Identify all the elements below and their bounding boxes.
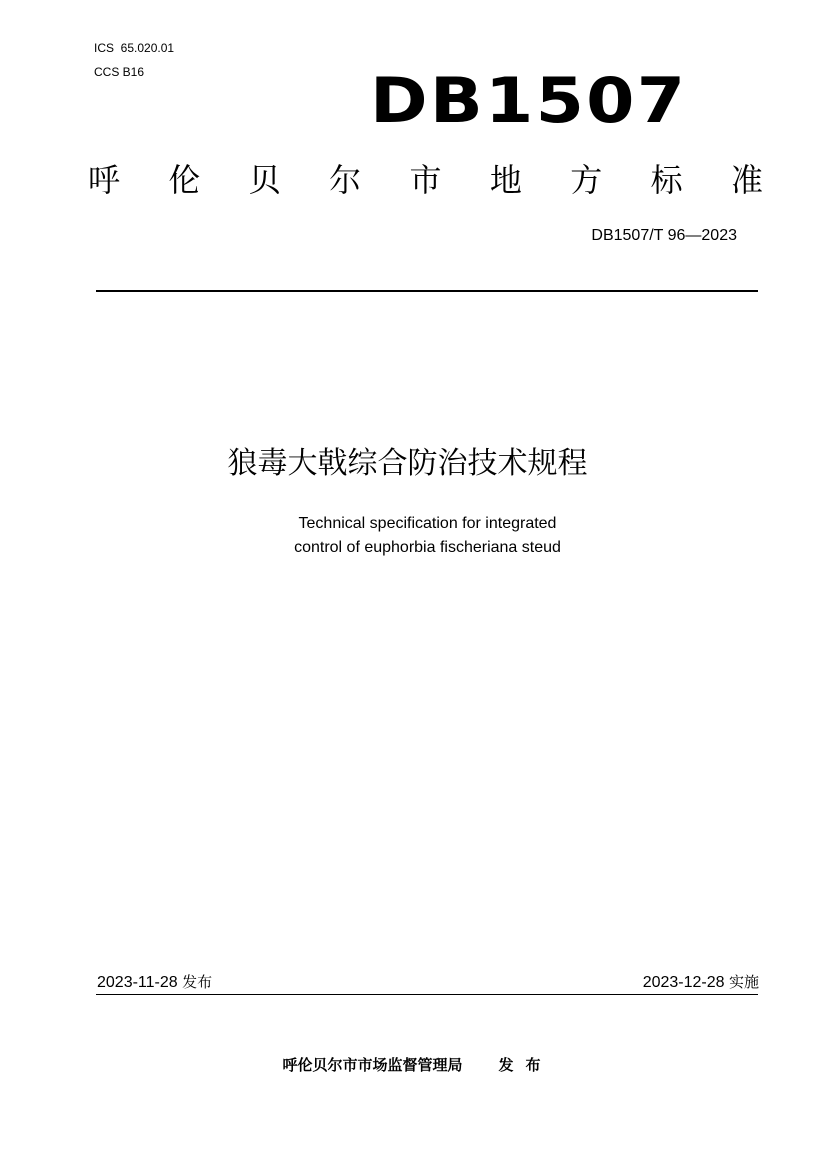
standard-kind-char: 标 [650,161,683,199]
standard-kind-char: 伦 [168,161,201,199]
standard-kind-char: 地 [489,161,522,199]
standard-kind [88,160,763,200]
db-mark: DB1507 [370,64,688,137]
publish-action: 发布 [498,1056,553,1074]
standard-kind-char: 市 [409,161,442,199]
ccs-code: CCS B16 [94,65,145,79]
implementation-date-value: 2023-12-28 [642,974,725,991]
ics-code: ICS 65.020.01 [94,41,175,55]
document-title-chinese: 狼毒大戟综合防治技术规程 [227,446,588,481]
standard-number: DB1507/T 96—2023 [591,227,737,244]
publisher-name: 呼伦贝尔市市场监督管理局 [282,1056,463,1074]
publisher-line [0,1055,815,1075]
standard-kind-char: 准 [731,161,764,199]
issue-date-label: 发布 [182,973,213,991]
implementation-date-label: 实施 [728,973,759,991]
issue-date [97,972,212,993]
header-divider [96,290,758,292]
standard-kind-char: 贝 [248,161,281,199]
document-title-english-line-1: Technical specification for integrated [298,515,557,532]
issue-date-value: 2023-11-28 [97,974,178,991]
footer-divider [96,994,758,995]
standard-kind-char: 呼 [88,161,121,199]
document-title-english-line-2: control of euphorbia fischeriana steud [294,539,561,556]
standard-kind-char: 尔 [329,161,362,199]
standard-kind-char: 方 [570,161,603,199]
implementation-date [643,972,759,993]
